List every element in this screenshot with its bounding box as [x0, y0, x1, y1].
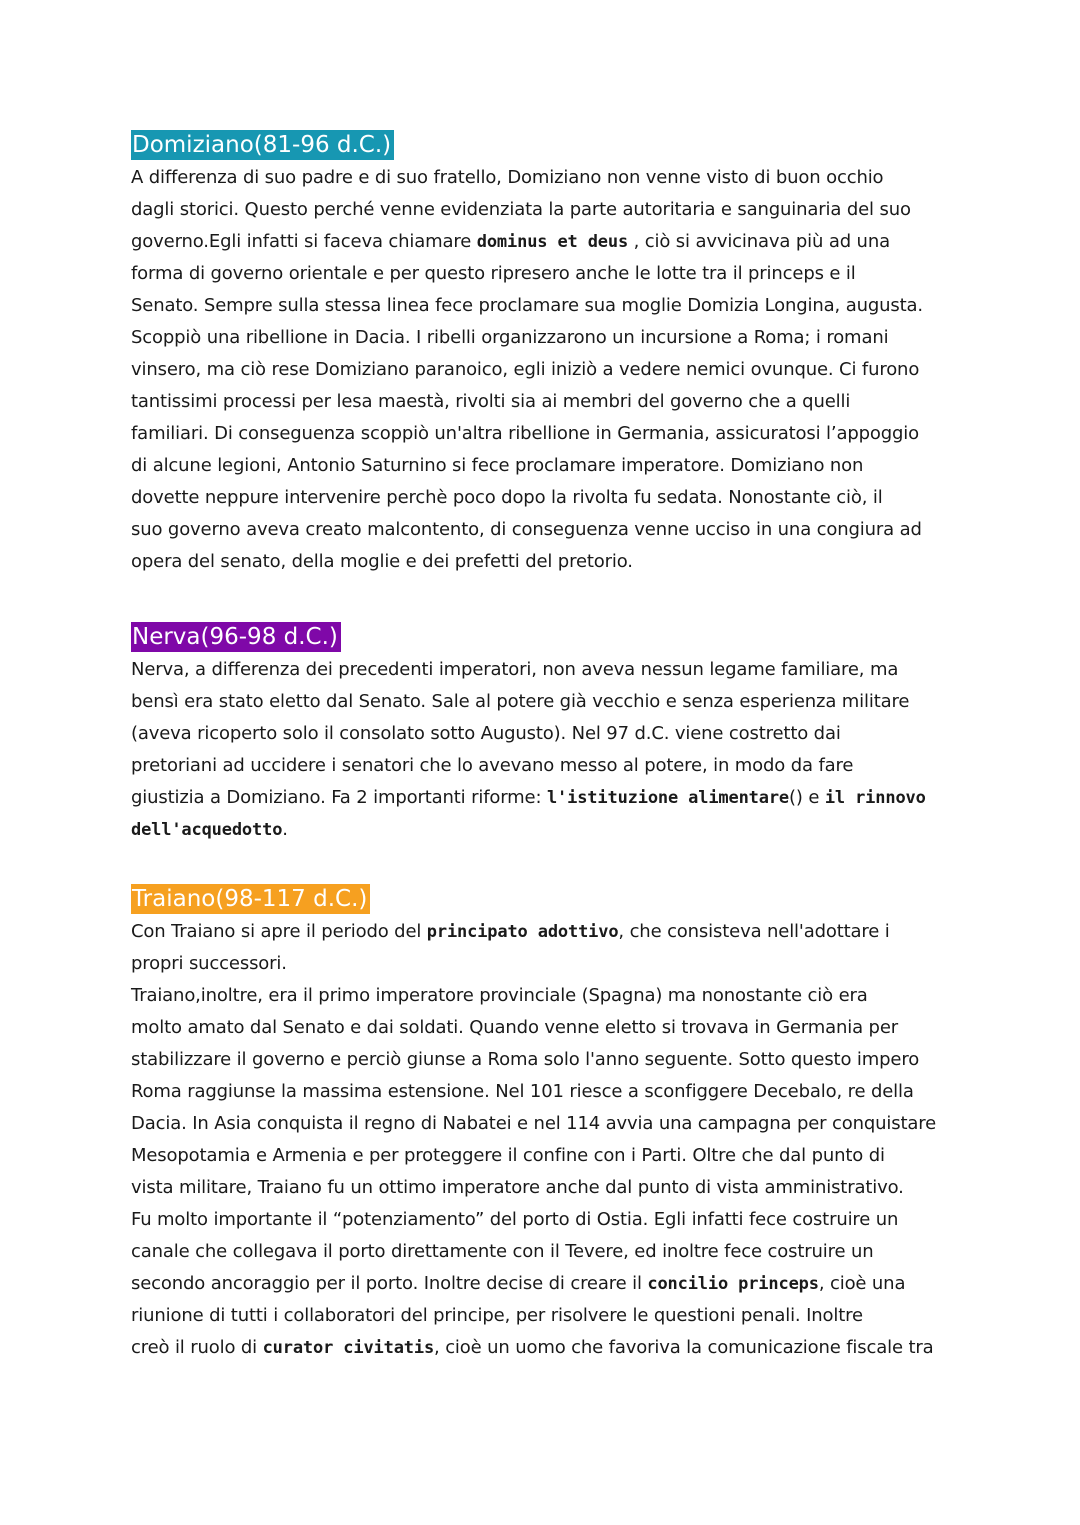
text-line	[131, 1300, 961, 1332]
text-line	[131, 1332, 961, 1364]
text-run: riunione di tutti i collaboratori del principe, per risolvere le questioni penali. Inoltre	[131, 1305, 863, 1326]
text-run: , cioè una	[818, 1273, 906, 1294]
text-line	[131, 718, 961, 750]
paragraph-traiano	[131, 916, 961, 1364]
text-line	[131, 1204, 961, 1236]
section-traiano	[131, 884, 961, 1364]
text-line	[131, 546, 961, 578]
text-line	[131, 654, 961, 686]
text-run: , ciò si avvicinava più ad una	[628, 231, 890, 252]
text-line	[131, 948, 961, 980]
section-heading-domiziano: Domiziano(81-96 d.C.)	[131, 130, 394, 160]
text-line	[131, 386, 961, 418]
text-line	[131, 418, 961, 450]
text-run: , che consisteva nell'adottare i	[618, 921, 890, 942]
text-run: opera del senato, della moglie e dei prefetti del pretorio.	[131, 551, 633, 572]
text-run: pretoriani ad uccidere i senatori che lo avevano messo al potere, in modo da fare	[131, 755, 854, 776]
text-run: giustizia a Domiziano. Fa 2 importanti riforme:	[131, 787, 547, 808]
text-run: creò il ruolo di	[131, 1337, 263, 1358]
section-heading-traiano: Traiano(98-117 d.C.)	[131, 884, 370, 914]
text-run: A differenza di suo padre e di suo fratello, Domiziano non venne visto di buon occhio	[131, 167, 884, 188]
text-run: Scoppiò una ribellione in Dacia. I ribelli organizzarono un incursione a Roma; i romani	[131, 327, 889, 348]
text-run: forma di governo orientale e per questo ripresero anche le lotte tra il princeps e il	[131, 263, 856, 284]
bold-term: dell'acquedotto	[131, 820, 283, 840]
text-run: Con Traiano si apre il periodo del	[131, 921, 427, 942]
text-run: Fu molto importante il “potenziamento” del porto di Ostia. Egli infatti fece costruire un	[131, 1209, 899, 1230]
section-domiziano	[131, 130, 961, 578]
text-run: governo.Egli infatti si faceva chiamare	[131, 231, 477, 252]
paragraph-nerva	[131, 654, 961, 846]
text-run: Dacia. In Asia conquista il regno di Nabatei e nel 114 avvia una campagna per conquistare	[131, 1113, 937, 1134]
text-line	[131, 1268, 961, 1300]
text-line	[131, 354, 961, 386]
text-line	[131, 916, 961, 948]
text-run: tantissimi processi per lesa maestà, rivolti sia ai membri del governo che a quelli	[131, 391, 851, 412]
text-line	[131, 450, 961, 482]
text-line	[131, 750, 961, 782]
text-run: molto amato dal Senato e dai soldati. Quando venne eletto si trovava in Germania per	[131, 1017, 898, 1038]
text-run: suo governo aveva creato malcontento, di conseguenza venne ucciso in una congiura ad	[131, 519, 922, 540]
bold-term: concilio princeps	[647, 1274, 819, 1294]
text-run: , cioè un uomo che favoriva la comunicazione fiscale tra	[434, 1337, 934, 1358]
text-line	[131, 1140, 961, 1172]
text-line	[131, 162, 961, 194]
text-line	[131, 258, 961, 290]
bold-term: curator civitatis	[262, 1338, 435, 1358]
text-run: bensì era stato eletto dal Senato. Sale al potere già vecchio e senza esperienza militare	[131, 691, 910, 712]
bold-term: dominus et deus	[476, 232, 629, 252]
text-run: di alcune legioni, Antonio Saturnino si fece proclamare imperatore. Domiziano non	[131, 455, 864, 476]
bold-term: principato adottivo	[426, 922, 619, 942]
text-line	[131, 1076, 961, 1108]
text-line	[131, 980, 961, 1012]
text-run: stabilizzare il governo e perciò giunse a Roma solo l'anno seguente. Sotto questo impero	[131, 1049, 920, 1070]
text-line	[131, 1044, 961, 1076]
text-line	[131, 1012, 961, 1044]
text-line	[131, 290, 961, 322]
text-run: secondo ancoraggio per il porto. Inoltre decise di creare il	[131, 1273, 648, 1294]
text-line	[131, 1236, 961, 1268]
text-run: dagli storici. Questo perché venne evidenziata la parte autoritaria e sanguinaria del suo	[131, 199, 911, 220]
bold-term: l'istituzione alimentare	[546, 788, 790, 808]
text-run: Nerva, a differenza dei precedenti imperatori, non aveva nessun legame familiare, ma	[131, 659, 899, 680]
text-run: vista militare, Traiano fu un ottimo imperatore anche dal punto di vista amministrativo.	[131, 1177, 904, 1198]
text-run: Mesopotamia e Armenia e per proteggere il confine con i Parti. Oltre che dal punto di	[131, 1145, 885, 1166]
text-run: canale che collegava il porto direttamente con il Tevere, ed inoltre fece costruire un	[131, 1241, 874, 1262]
text-run: Roma raggiunse la massima estensione. Nel 101 riesce a sconfiggere Decebalo, re della	[131, 1081, 914, 1102]
text-line	[131, 482, 961, 514]
text-line	[131, 814, 961, 846]
text-line	[131, 514, 961, 546]
text-run: () e	[789, 787, 825, 808]
section-nerva	[131, 622, 961, 846]
text-line	[131, 686, 961, 718]
text-run: propri successori.	[131, 953, 287, 974]
text-line	[131, 782, 961, 814]
text-line	[131, 226, 961, 258]
text-line	[131, 1172, 961, 1204]
section-heading-nerva: Nerva(96-98 d.C.)	[131, 622, 341, 652]
text-run: vinsero, ma ciò rese Domiziano paranoico, egli iniziò a vedere nemici ovunque. Ci furono	[131, 359, 920, 380]
text-run: Senato. Sempre sulla stessa linea fece proclamare sua moglie Domizia Longina, augusta.	[131, 295, 923, 316]
paragraph-domiziano	[131, 162, 961, 578]
text-run: Traiano,inoltre, era il primo imperatore provinciale (Spagna) ma nonostante ciò era	[131, 985, 868, 1006]
text-run: (aveva ricoperto solo il consolato sotto Augusto). Nel 97 d.C. viene costretto dai	[131, 723, 841, 744]
document-page	[131, 130, 961, 1364]
text-run: familiari. Di conseguenza scoppiò un'altra ribellione in Germania, assicuratosi l’appoggio	[131, 423, 920, 444]
text-run: .	[282, 819, 288, 840]
bold-term: il rinnovo	[824, 788, 926, 808]
text-line	[131, 322, 961, 354]
text-line	[131, 1108, 961, 1140]
text-run: dovette neppure intervenire perchè poco dopo la rivolta fu sedata. Nonostante ciò, il	[131, 487, 883, 508]
text-line	[131, 194, 961, 226]
